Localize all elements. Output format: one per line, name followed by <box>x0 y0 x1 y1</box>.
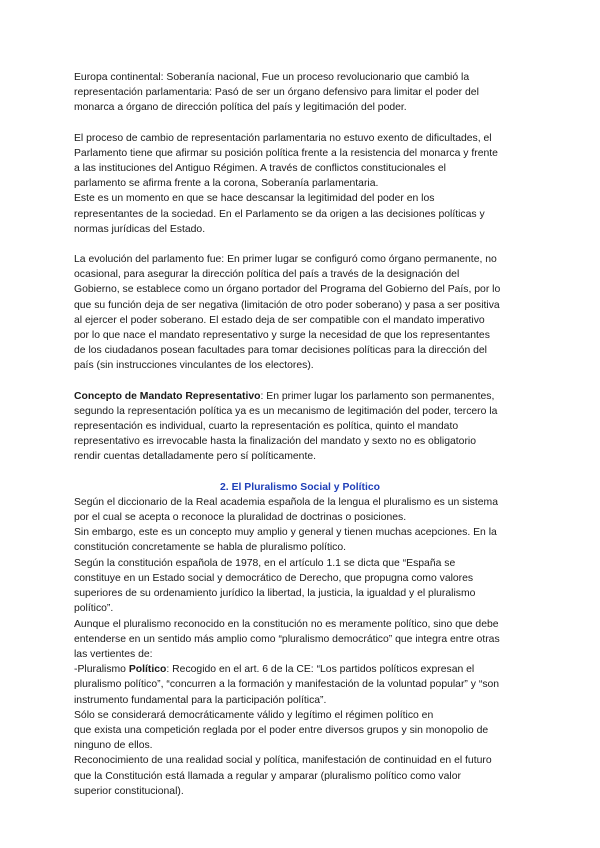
text-line: al ejercer el poder soberano. El estado deja de ser compatible con el mandato imperativo <box>74 314 485 326</box>
text-line: que la Constitución está llamada a regular y amparar (pluralismo político como valor <box>74 770 461 782</box>
text-line: por lo que nace el mandato representativo y surge la necesidad de que los representantes <box>74 330 490 342</box>
text-line: político”. <box>74 603 114 615</box>
text-line: país (sin instrucciones vinculantes de los electores). <box>74 360 314 372</box>
text-line: por el cual se acepta o reconoce la pluralidad de doctrinas o posiciones. <box>74 512 407 524</box>
text-run: : Recogido en el art. 6 de la CE: “Los partidos políticos expresan el <box>166 664 475 676</box>
text-line: superiores de su ordenamiento jurídico la libertad, la justicia, la igualdad y el pluralismo <box>74 588 476 600</box>
text-line: Europa continental: Soberanía nacional, Fue un proceso revolucionario que cambió la <box>74 72 470 83</box>
text-line: normas jurídicas del Estado. <box>74 223 206 235</box>
text-line: de los ciudadanos posean facultades para tomar decisiones políticas para la dirección del <box>74 345 487 357</box>
paragraph-proceso-cambio <box>74 131 526 237</box>
text-line: Sin embargo, este es un concepto muy amplio y general y tienen muchas acepciones. En la <box>74 527 497 539</box>
text-run: -Pluralismo <box>74 664 129 676</box>
text-line: Sólo se considerará democráticamente válido y legítimo el régimen político en <box>74 709 434 721</box>
paragraph-europa-continental <box>74 70 526 116</box>
text-line: Según la constitución española de 1978, en el artículo 1.1 se dicta que “España se <box>74 557 456 569</box>
text-line: pluralismo político”, “concurren a la formación y manifestación de la voluntad popular” y “son <box>74 679 500 691</box>
text-line: Según el diccionario de la Real academia española de la lengua el pluralismo es un sistema <box>74 496 498 508</box>
text-line: parlamento se afirma frente a la corona, Soberanía parlamentaria. <box>74 178 379 190</box>
text-line: ninguno de ellos. <box>74 740 153 752</box>
section-heading: 2. El Pluralismo Social y Político <box>220 481 380 493</box>
text-line: Este es un momento en que se hace descansar la legitimidad del poder en los <box>74 193 435 205</box>
text-line: instrumento fundamental para la participación política”. <box>74 694 327 706</box>
text-line: constitución concretamente se habla de pluralismo político. <box>74 542 347 554</box>
text-line: que exista una competición reglada por el poder entre diversos grupos y sin monopolio de <box>74 724 489 736</box>
text-line: segundo la representación política ya es un mecanismo de legitimación del poder, tercero la <box>74 405 498 417</box>
text-line <box>74 662 526 677</box>
text-line: ocasional, para asegurar la dirección política del país a través de la designación del <box>74 269 460 281</box>
text-line: entenderse en un sentido más amplio como “pluralismo democrático” que integra entre otras <box>74 633 500 645</box>
text-line: constituye en un Estado social y democrático de Derecho, que propugna como valores <box>74 572 474 584</box>
text-line: que su función deja de ser negativa (limitación de otro poder soberano) y pasa a ser positiva <box>74 299 500 311</box>
text-line: a las instituciones del Antiguo Régimen. A través de conflictos constitucionales el <box>74 163 446 175</box>
text-line: monarca a órgano de dirección política del país y legitimación del poder. <box>74 102 407 114</box>
text-line: representantes de la sociedad. En el Parlamento se da origen a las decisiones políticas y <box>74 208 485 220</box>
text-line: representación parlamentaria: Pasó de ser un órgano defensivo para limitar el poder del <box>74 87 479 99</box>
text-line: El proceso de cambio de representación parlamentaria no estuvo exento de dificultades, el <box>74 132 492 144</box>
text-line <box>74 389 526 404</box>
paragraph-evolucion-parlamento <box>74 252 526 374</box>
text-line: Reconocimiento de una realidad social y política, manifestación de continuidad en el futuro <box>74 755 492 767</box>
paragraph-pluralismo <box>74 495 526 662</box>
text-line: representativo es irrevocable hasta la finalización del mandato y sexto no es obligatorio <box>74 436 477 448</box>
text-line: las vertientes de: <box>74 648 153 660</box>
text-run: : En primer lugar los parlamento son permanentes, <box>260 390 495 402</box>
term-politico: Político <box>128 664 167 676</box>
text-line: Parlamento tiene que afirmar su posición política frente a la resistencia del monarca y frente <box>74 147 498 159</box>
text-line: Aunque el pluralismo reconocido en la constitución no es meramente político, sino que debe <box>74 618 499 630</box>
paragraph-mandato-representativo <box>74 389 526 465</box>
term-mandato-representativo: Concepto de Mandato Representativo <box>74 390 261 402</box>
text-line: representación es individual, cuarto la representación es política, quinto el mandato <box>74 421 459 433</box>
text-line: La evolución del parlamento fue: En primer lugar se configuró como órgano permanente, no <box>74 254 497 266</box>
text-line: rendir cuentas detalladamente pero sí políticamente. <box>74 451 317 463</box>
paragraph-pluralismo-politico <box>74 662 526 799</box>
text-line: Gobierno, se establece como un órgano portador del Programa del Gobierno del País, por lo <box>74 284 501 296</box>
text-line: superior constitucional). <box>74 785 184 797</box>
